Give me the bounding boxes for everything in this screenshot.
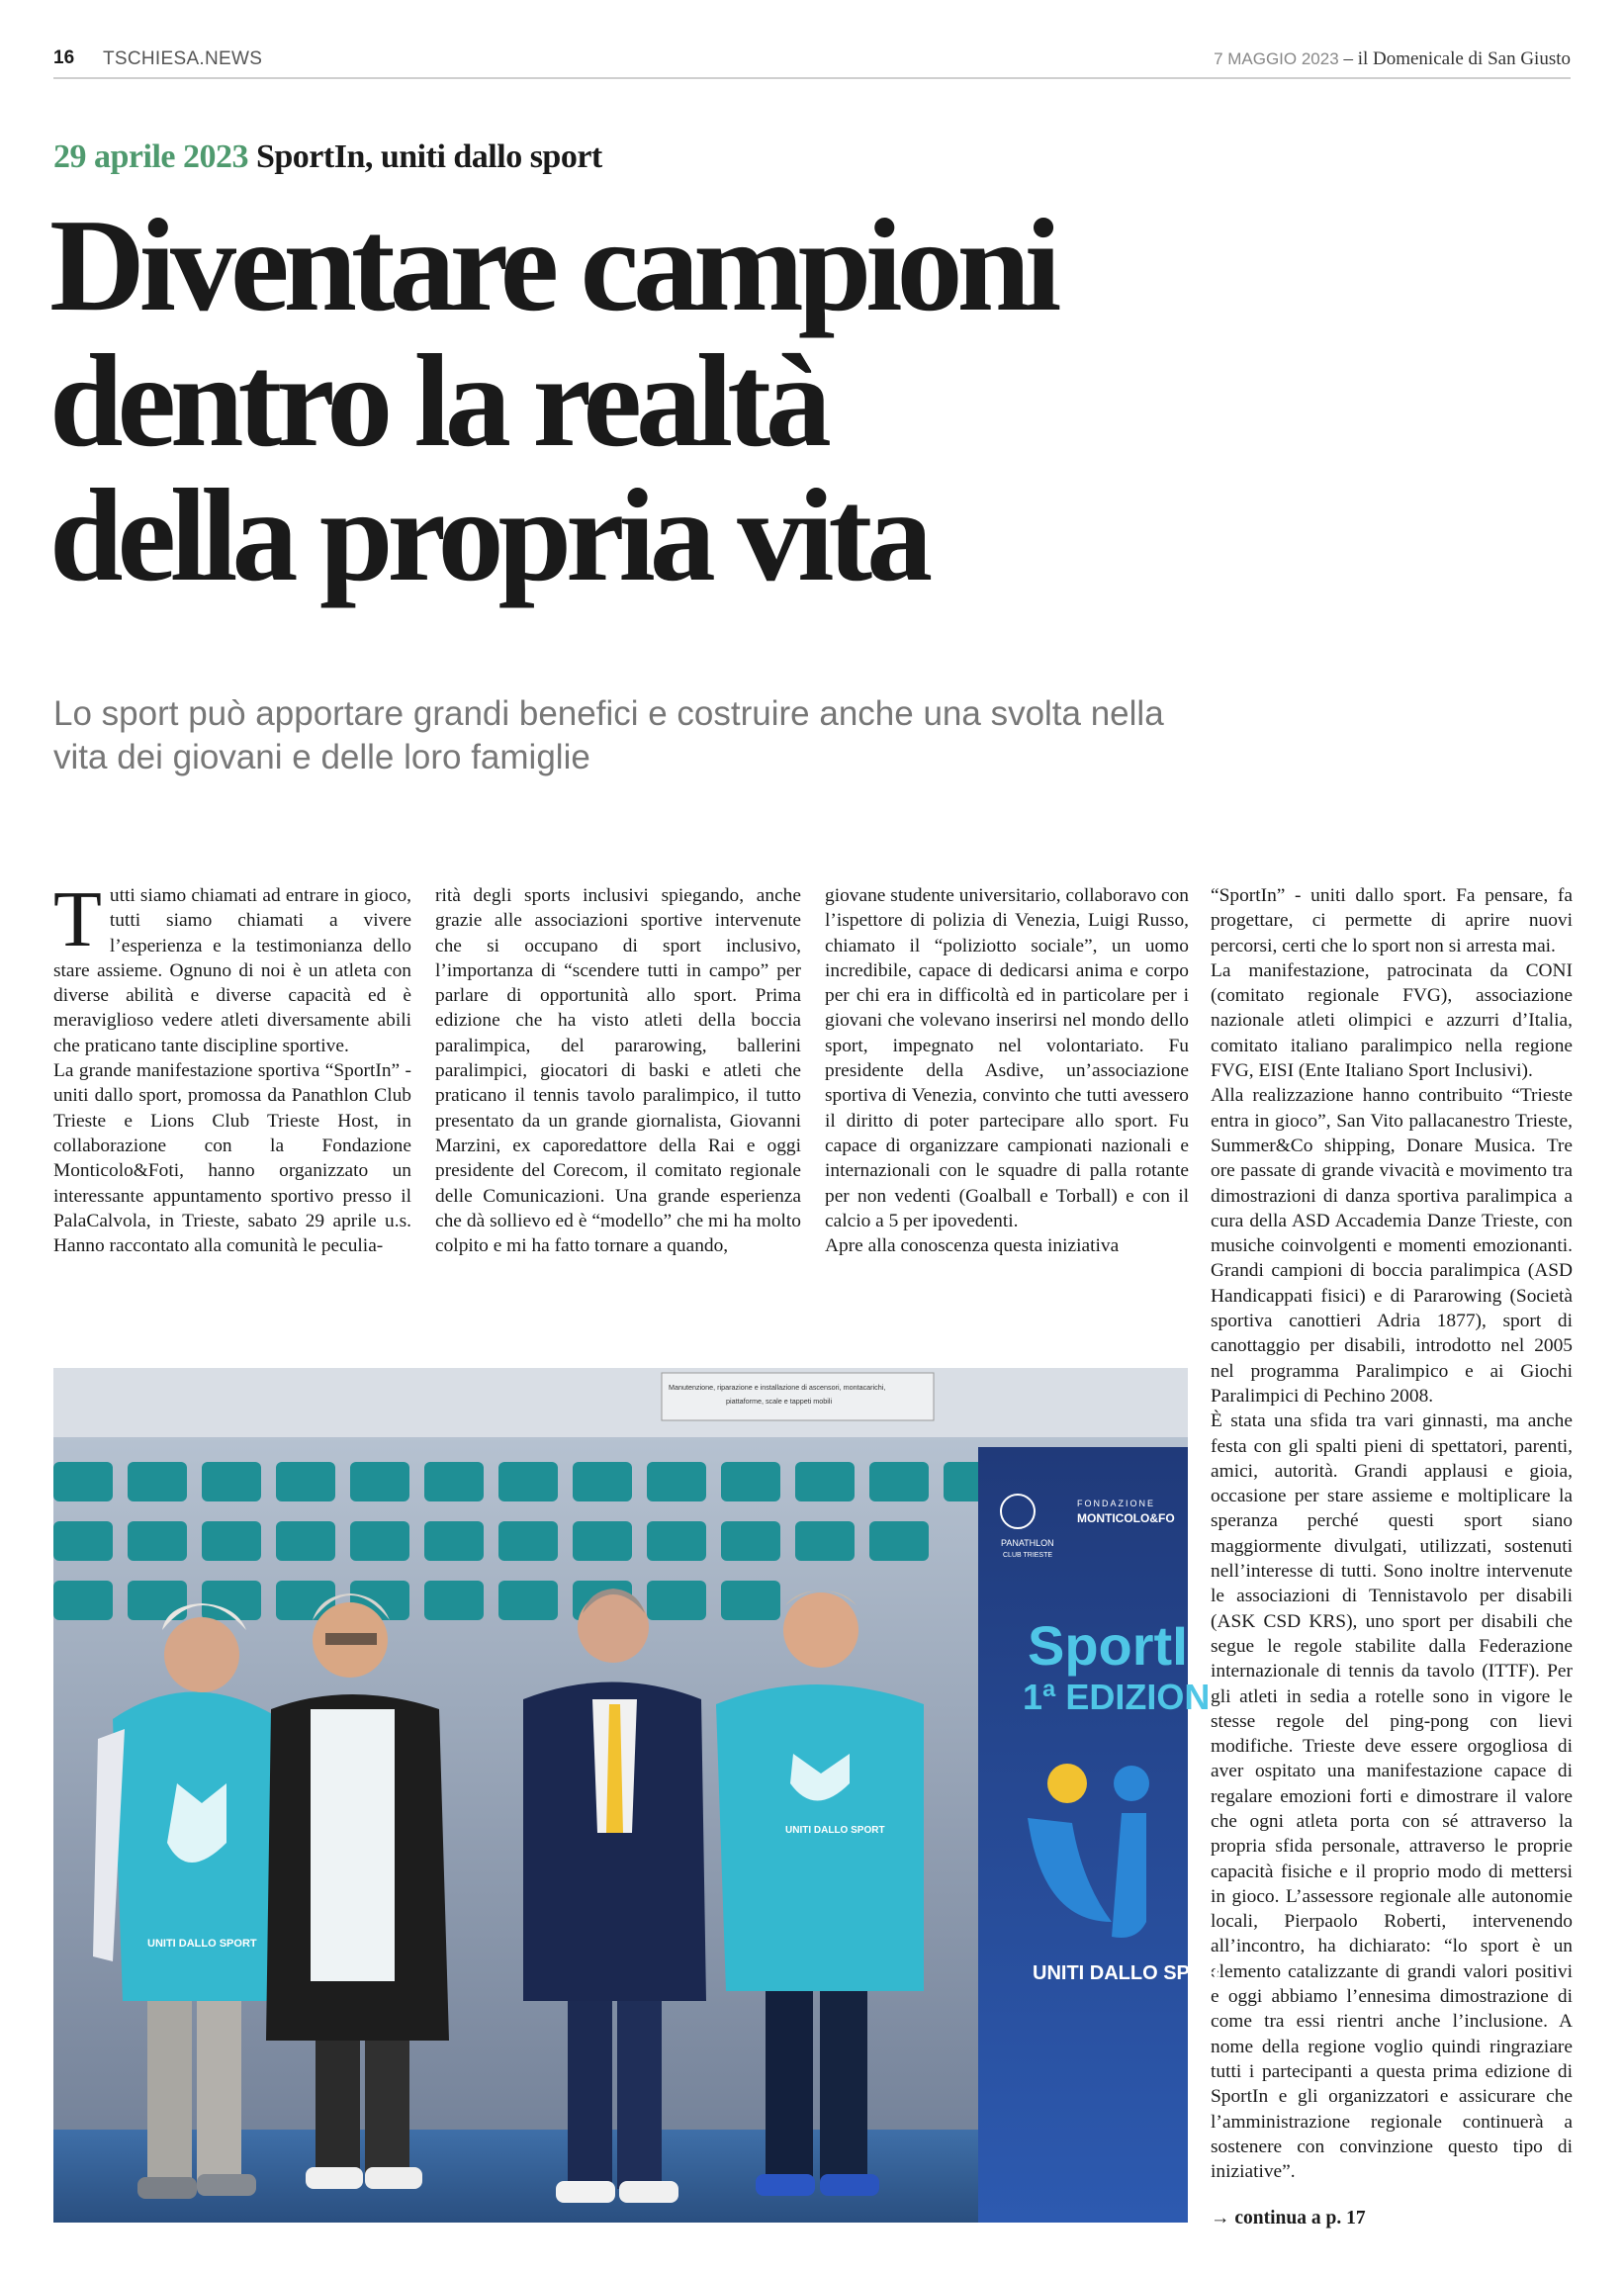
kicker-date: 29 aprile 2023 <box>53 138 248 175</box>
title-line: Diventare campioni <box>49 192 1056 338</box>
wall-sign-text: Manutenzione, riparazione e installazione di ascensori, montacarichi, <box>669 1383 886 1392</box>
article-title <box>49 192 1335 609</box>
kicker <box>53 138 602 176</box>
banner-monticolo: MONTICOLO&FO <box>1077 1511 1175 1525</box>
shirt-text: UNITI DALLO SPORT <box>147 1938 257 1950</box>
article-subtitle: Lo sport può apportare grandi benefici e costruire anche una svolta nella vita dei giovani e delle loro famiglie <box>53 694 1164 777</box>
page-number: 16 <box>53 47 75 68</box>
article-column-2 <box>435 883 801 1258</box>
article-column-1 <box>53 876 411 1258</box>
paragraph: Alla realizzazione hanno contribuito “Trieste entra in gioco”, San Vito pallacanestro Trieste, Summer&Co shipping, Donare Musica. Tre ore passate di grande vivacità e movimento tra dimostrazioni di danza sportiva paralimpica a cura della ASD Accademia Danze Trieste, con musiche coinvolgenti e momenti emozionanti. Grandi campioni di boccia paralimpica (ASD Handicappati fisici) e di Pararowing (Società sportiva canottieri Adria 1877), sport di canottaggio per disabili, introdotto nel 2005 nel programma Paralimpico e ai Giochi Paralimpici di Pechino 2008. <box>1211 1085 1573 1407</box>
title-line: della propria vita <box>49 462 928 609</box>
issue-date: 7 MAGGIO 2023 <box>1214 49 1339 68</box>
article-column-4 <box>1211 883 1573 2184</box>
shirt-text: UNITI DALLO SPORT <box>785 1825 885 1836</box>
publication-name: il Domenicale di San Giusto <box>1357 48 1571 69</box>
paragraph <box>53 876 411 1058</box>
issue-info <box>1214 48 1571 70</box>
kicker-label: SportIn, uniti dallo sport <box>255 138 602 175</box>
paragraph: rità degli sports inclusivi spiegando, anche grazie alle associazioni sportive intervenute che si occupano di sport inclusivo, l’importanza di “scendere tutti in campo” per parlare di opportunità allo sport. Prima edizione che ha visto atleti della boccia paralimpica, del pararowing, ballerini paralimpici, giocatori di baski e atleti che praticano il tennis tavolo paralimpico, il tutto presentato da un grande giornalista, Giovanni Marzini, ex caporedattore della Rai e oggi presidente del Corecom, il comitato regionale delle Comunicazioni. Una grande esperienza che dà sollievo ed è “modello” che mi ha molto colpito e mi ha fatto tornare a quando, <box>435 885 801 1257</box>
photo-illustration <box>53 1368 1219 2223</box>
page-header <box>53 47 1571 79</box>
continue-link[interactable]: → continua a p. 17 <box>1211 2208 1366 2228</box>
paragraph: Apre alla conoscenza questa iniziativa <box>825 1235 1120 1257</box>
event-photo <box>53 1368 1219 2223</box>
banner <box>978 1447 1219 2223</box>
banner-edition: 1ª EDIZION <box>1023 1677 1211 1717</box>
site-name[interactable]: TSCHIESA.NEWS <box>103 48 263 69</box>
banner-club: CLUB TRIESTE <box>1003 1552 1053 1559</box>
paragraph: La grande manifestazione sportiva “SportIn” - uniti dallo sport, promossa da Panathlon Club Trieste e Lions Club Trieste Host, in collaborazione con la Fondazione Monticolo&Foti, hanno organizzato un interessante appuntamento sportivo presso il PalaCalvola, in Trieste, sabato 29 aprile u.s. Hanno raccontato alla comunità le peculia- <box>53 1060 411 1257</box>
drop-cap: T <box>53 876 102 963</box>
banner-panathlon: PANATHLON <box>1001 1538 1054 1548</box>
paragraph: giovane studente universitario, collaboravo con l’ispettore di polizia di Venezia, Luigi Russo, chiamato il “poliziotto sociale”, un uomo incredibile, capace di dedicarsi anima e corpo per chi era in difficoltà ed in particolare per i giovani che volevano inserirsi nel mondo dello sport, impegnato nel volontariato. Fu presidente della Asdive, un’associazione sportiva di Venezia, convinto che tutti avessero il diritto di poter partecipare allo sport. Fu capace di organizzare campionati nazionali e internazionali con le squadre di palla rotante per non vedenti (Goalball e Torball) e con il calcio a 5 per ipovedenti. <box>825 885 1189 1231</box>
paragraph: “SportIn” - uniti dallo sport. Fa pensare, fa progettare, ci permette di aprire nuovi percorsi, certi che lo sport non si arresta mai. <box>1211 885 1573 956</box>
article-column-3 <box>825 883 1189 1258</box>
banner-footer: UNITI DALLO SPOR <box>1033 1962 1219 1984</box>
banner-title: SportI <box>1028 1614 1188 1677</box>
issue-separator: – <box>1338 48 1358 69</box>
wall-sign-text: piattaforme, scale e tappeti mobili <box>726 1397 833 1406</box>
title-line: dentro la realtà <box>49 326 826 474</box>
paragraph: La manifestazione, patrocinata da CONI (comitato regionale FVG), associazione nazionale atleti olimpici e azzurri d’Italia, comitato italiano paralimpico nella regione FVG, EISI (Ente Italiano Sport Inclusivi). <box>1211 959 1573 1082</box>
banner-fondazione: FONDAZIONE <box>1077 1499 1156 1508</box>
paragraph: È stata una sfida tra vari ginnasti, ma anche festa con gli spalti pieni di spettatori, parenti, amici, autorità. Grandi applausi e gioia, occasione per stare assieme e moltiplicare la speranza perché questi sport siano maggiormente divulgati, utilizzati, sostenuti nell’interesse di tutti. Sono inoltre intervenute le associazioni di Tennistavolo per disabili (ASK CSD KRS), uno sport per disabili che segue le regole stabilite dalla Federazione internazionale di tennis da tavolo (ITTF). Per gli atleti in sedia a rotelle sono in vigore le stesse regole del ping-pong con lievi modifiche. Trieste deve essere orgogliosa di aver ospitato una manifestazione capace di regalare emozioni forti e dimostrare il valore che ogni atleta porta con sé attraverso la propria sfida personale, attraverso le proprie capacità fisiche e il proprio modo di mettersi in gioco. L’assessore regionale alle autonomie locali, Pierpaolo Roberti, intervenendo all’incontro, ha dichiarato: “lo sport è un elemento catalizzante di grandi valori positivi e oggi abbiamo l’ennesima dimostrazione di come tra essi rientri anche l’inclusione. A nome della regione voglio quindi ringraziare tutti i partecipanti a questa prima edizione di SportIn e gli organizzatori e assicurare che l’amministrazione regionale continuerà a sostenere con convinzione questo tipo di iniziative”. <box>1211 1410 1573 2183</box>
paragraph-text: utti siamo chiamati ad entrare in gioco, tutti siamo chiamati a vivere l’esperienza e la testimonianza dello stare assieme. Ognuno di noi è un atleta con diverse abilità e diverse capacità ed è meraviglioso vedere atleti diversamente abili che praticano tante discipline sportive. <box>53 885 411 1056</box>
